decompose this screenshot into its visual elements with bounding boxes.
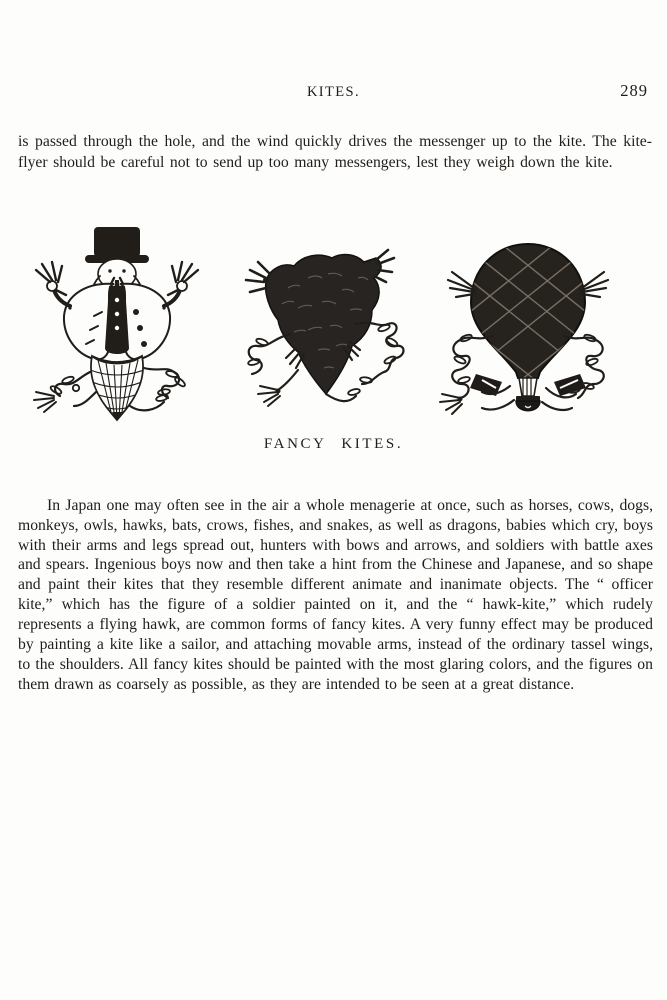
hawk-kite-figure [238, 238, 410, 418]
officer-kite-plaid-trousers [90, 356, 144, 421]
balloon-kite-neck-and-basket [516, 378, 540, 411]
figure-caption: FANCY KITES. [263, 436, 404, 452]
balloon-kite-figure [430, 236, 626, 420]
hawk-kite-body [266, 255, 381, 394]
paragraph-main: In Japan one may often see in the air a whole menagerie at once, such as horses, cows, dogs, monkeys, owls, hawks, bats, crows, fishes, and snakes, as well as dragons, babies which cry, boys with their arms and legs spread out, hunters with bows and arrows, and soldiers with battle axes and spears. Ingenious boys now and then take a hint from the Chinese and Japanese, and so shape and paint their kites that they resemble different animate and inanimate objects. The “ officer kite,” which has the figure of a soldier painted on it, and the “ hawk-kite,” which rudely represents a flying hawk, are common forms of fancy kites. A very funny effect may be produced by painting a kite like a sailor, and attaching movable arms, instead of the ordinary tassel wings, to the shoulders. All fancy kites should be painted with the most glaring colors, and the figures on them drawn as coarsely as possible, as they are intended to be seen at a great distance. [18, 496, 653, 693]
running-head-title: KITES. [306, 84, 361, 100]
officer-kite-right-hand [164, 262, 198, 306]
officer-kite-hat [85, 227, 149, 263]
officer-kite-figure [30, 224, 212, 422]
officer-kite-coat [64, 284, 170, 360]
officer-kite-left-tassel [34, 372, 96, 412]
page-number: 289 [620, 81, 648, 100]
paragraph-continuation: is passed through the hole, and the wind quickly drives the messenger up to the kite. The kite-flyer should be careful not to send up too many messengers, lest they weigh down the kite. [18, 132, 652, 172]
officer-kite-left-hand [36, 262, 70, 306]
